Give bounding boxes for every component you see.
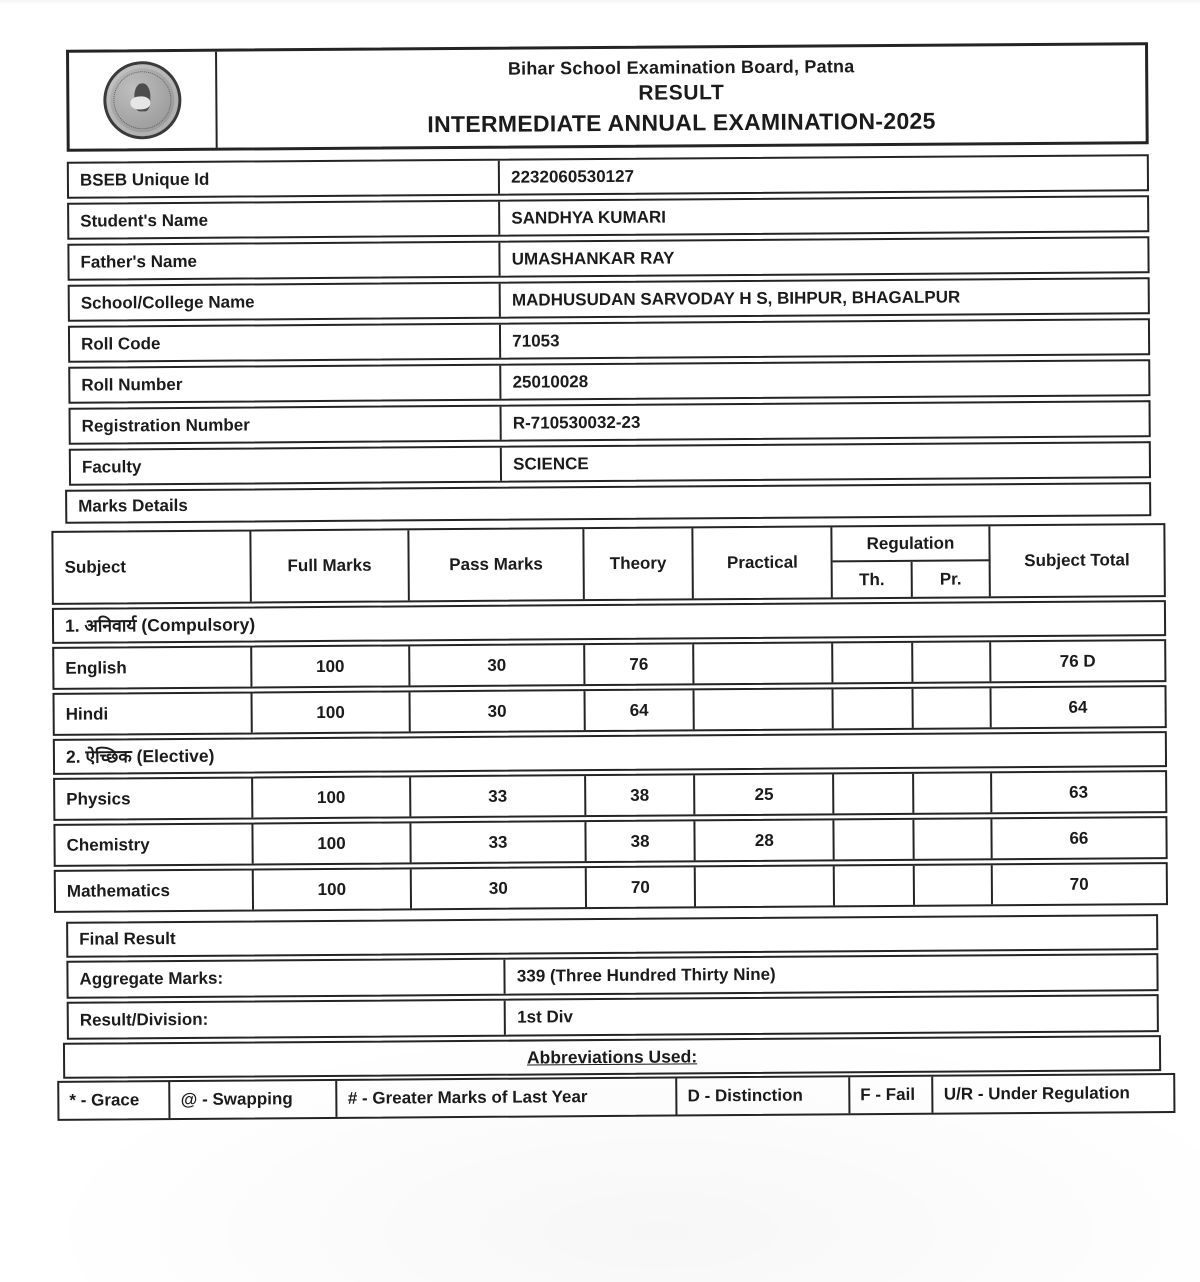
cell-subject-total: 66: [1069, 828, 1089, 848]
abbrev-swapping: @ - Swapping: [171, 1081, 338, 1118]
abbrev-grace: * - Grace: [59, 1082, 171, 1119]
detail-value: SANDHYA KUMARI: [511, 207, 667, 228]
cell-practical: [695, 689, 834, 729]
cell-regulation-pr: [915, 865, 993, 905]
cell-pass-marks: 30: [412, 868, 587, 908]
cell-practical: 28: [696, 820, 835, 860]
abbreviations-row: [57, 1073, 1175, 1121]
cell-regulation-th: [833, 643, 913, 683]
exam-title: INTERMEDIATE ANNUAL EXAMINATION-2025: [427, 107, 936, 137]
marks-table-header: [51, 523, 1165, 605]
detail-value: UMASHANKAR RAY: [511, 248, 675, 269]
cell-pass-marks: 33: [412, 822, 587, 862]
detail-row-faculty: [69, 441, 1151, 486]
column-header-regulation: Regulation: [833, 526, 991, 562]
abbrev-greater-marks: # - Greater Marks of Last Year: [338, 1079, 678, 1117]
abbrev-distinction: D - Distinction: [677, 1077, 850, 1114]
cell-regulation-th: [835, 820, 915, 860]
cell-subject-total: 70: [1069, 874, 1089, 894]
final-result-section: [50, 914, 1169, 1040]
detail-row-bseb-unique-id: [67, 154, 1149, 199]
detail-label: Roll Code: [70, 325, 501, 361]
cell-theory: 38: [586, 775, 696, 815]
cell-theory: 76: [585, 644, 695, 684]
detail-row-roll-code: [68, 318, 1150, 363]
final-result-value: 1st Div: [517, 1007, 573, 1027]
cell-practical: 25: [696, 774, 835, 814]
column-header-theory: Theory: [584, 528, 694, 599]
cell-subject: Chemistry: [55, 824, 253, 864]
abbrev-fail: F - Fail: [850, 1077, 934, 1114]
cell-subject: English: [54, 647, 252, 687]
column-header-full-marks: Full Marks: [251, 530, 410, 601]
cell-full-marks: 100: [252, 646, 411, 686]
marks-row-mathematics: [54, 862, 1168, 913]
cell-subject-total: 63: [1069, 782, 1089, 802]
cell-full-marks: 100: [253, 823, 412, 863]
abbreviations-title: Abbreviations Used:: [526, 1045, 698, 1068]
column-header-subject-total: Subject Total: [1024, 550, 1130, 571]
detail-value: MADHUSUDAN SARVODAY H S, BIHPUR, BHAGALPUR: [511, 287, 961, 310]
board-name: Bihar School Examination Board, Patna: [507, 55, 855, 79]
cell-practical: [696, 866, 835, 906]
abbreviations-title-row: [63, 1035, 1161, 1079]
cell-subject: Hindi: [55, 693, 253, 733]
cell-full-marks: 100: [253, 869, 412, 909]
detail-row-school-name: [68, 277, 1150, 322]
cell-regulation-pr: [915, 819, 993, 859]
cell-pass-marks: 30: [410, 645, 585, 685]
marks-row-english: [52, 639, 1166, 690]
marks-row-hindi: [53, 685, 1167, 736]
cell-theory: 64: [585, 690, 695, 730]
cell-regulation-pr: [914, 773, 992, 813]
column-header-subject: Subject: [53, 531, 251, 602]
section-compulsory: 1. अनिवार्य (Compulsory): [52, 600, 1166, 644]
cell-subject: Mathematics: [56, 870, 254, 910]
board-seal-icon: [103, 61, 182, 140]
detail-row-registration-number: [69, 400, 1151, 445]
result-title: RESULT: [638, 81, 725, 105]
detail-label: Faculty: [71, 448, 502, 484]
column-header-regulation-pr: Pr.: [913, 561, 991, 597]
detail-row-student-name: [67, 195, 1149, 240]
column-header-pass-marks: Pass Marks: [410, 529, 585, 600]
cell-subject: Physics: [55, 778, 253, 818]
detail-value: 2232060530127: [511, 166, 635, 187]
column-header-practical: Practical: [694, 527, 833, 598]
cell-subject-total: 64: [1068, 697, 1088, 717]
cell-subject-total: 76 D: [1059, 651, 1096, 671]
marks-details-label: Marks Details: [65, 482, 1151, 524]
final-result-row-division: [67, 994, 1159, 1040]
detail-value: 25010028: [512, 371, 589, 392]
final-result-title: Final Result: [66, 914, 1158, 958]
final-result-value: 339 (Three Hundred Thirty Nine): [516, 964, 776, 986]
header-titles: [217, 45, 1146, 147]
cell-theory: 38: [586, 821, 696, 861]
seal-cell: [69, 52, 218, 149]
final-result-row-aggregate: [66, 953, 1158, 999]
cell-regulation-th: [834, 774, 914, 814]
section-elective: 2. ऐच्छिक (Elective): [53, 731, 1167, 775]
cell-full-marks: 100: [253, 777, 412, 817]
detail-value: SCIENCE: [513, 453, 589, 474]
final-result-label: Aggregate Marks:: [68, 960, 506, 997]
seal-emblem: [134, 83, 150, 111]
detail-label: Father's Name: [69, 243, 500, 279]
cell-pass-marks: 33: [411, 776, 586, 816]
marks-table: [51, 523, 1168, 913]
result-sheet: [44, 42, 1169, 1121]
cell-regulation-pr: [913, 642, 991, 682]
cell-regulation-th: [835, 866, 915, 906]
cell-regulation-th: [834, 689, 914, 729]
detail-value: 71053: [512, 330, 560, 351]
detail-label: Registration Number: [71, 407, 502, 443]
detail-label: Student's Name: [69, 202, 500, 238]
cell-full-marks: 100: [252, 692, 411, 732]
marks-row-chemistry: [53, 816, 1167, 867]
detail-row-father-name: [67, 236, 1149, 281]
cell-theory: 70: [586, 867, 696, 907]
detail-label: BSEB Unique Id: [69, 161, 500, 197]
cell-pass-marks: 30: [411, 691, 586, 731]
detail-label: Roll Number: [70, 366, 501, 402]
column-header-regulation-th: Th.: [833, 562, 913, 598]
abbrev-under-regulation: U/R - Under Regulation: [943, 1083, 1130, 1104]
cell-practical: [695, 643, 834, 683]
header-box: [66, 42, 1149, 152]
marks-row-physics: [53, 770, 1167, 821]
detail-label: School/College Name: [70, 284, 501, 320]
detail-row-roll-number: [68, 359, 1150, 404]
cell-regulation-pr: [914, 688, 992, 728]
final-result-label: Result/Division:: [69, 1001, 507, 1038]
student-details: [67, 154, 1151, 486]
detail-value: R-710530032-23: [512, 412, 641, 433]
